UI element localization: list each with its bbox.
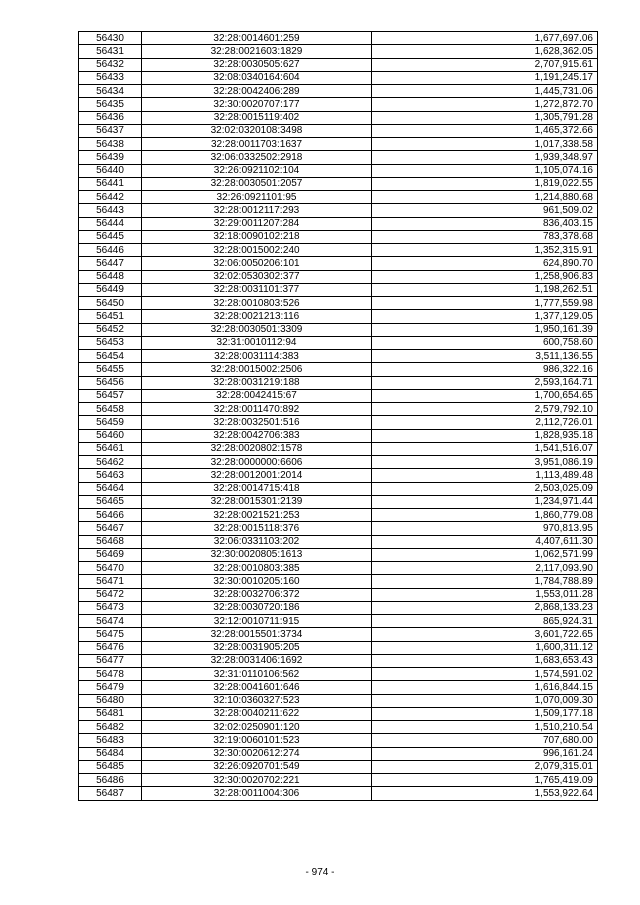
row-number-cell: 56435 (79, 98, 142, 111)
row-number-cell: 56443 (79, 204, 142, 217)
cadastral-number-cell: 32:10:0360327:523 (142, 694, 372, 707)
table-row (79, 429, 598, 442)
table-row (79, 336, 598, 349)
amount-cell: 1,191,245.17 (372, 71, 598, 84)
row-number-cell: 56481 (79, 707, 142, 720)
table-row (79, 654, 598, 667)
amount-cell: 2,868,133.23 (372, 601, 598, 614)
row-number-cell: 56478 (79, 668, 142, 681)
row-number-cell: 56434 (79, 85, 142, 98)
cadastral-number-cell: 32:28:0010803:526 (142, 297, 372, 310)
amount-cell: 1,541,516.07 (372, 442, 598, 455)
row-number-cell: 56467 (79, 522, 142, 535)
amount-cell: 1,683,653.43 (372, 654, 598, 667)
amount-cell: 1,828,935.18 (372, 429, 598, 442)
cadastral-number-cell: 32:06:0331103:202 (142, 535, 372, 548)
cadastral-number-cell: 32:28:0030501:2057 (142, 177, 372, 190)
cadastral-number-cell: 32:28:0020802:1578 (142, 442, 372, 455)
cadastral-number-cell: 32:28:0042706:383 (142, 429, 372, 442)
cadastral-number-cell: 32:28:0031101:377 (142, 283, 372, 296)
cadastral-number-cell: 32:28:0015002:2506 (142, 363, 372, 376)
amount-cell: 707,680.00 (372, 734, 598, 747)
amount-cell: 600,758.60 (372, 336, 598, 349)
cadastral-number-cell: 32:28:0021521:253 (142, 509, 372, 522)
row-number-cell: 56475 (79, 628, 142, 641)
row-number-cell: 56450 (79, 297, 142, 310)
row-number-cell: 56483 (79, 734, 142, 747)
table-row (79, 98, 598, 111)
cadastral-number-cell: 32:28:0021213:116 (142, 310, 372, 323)
table-row (79, 628, 598, 641)
table-row (79, 588, 598, 601)
amount-cell: 1,070,009.30 (372, 694, 598, 707)
row-number-cell: 56453 (79, 336, 142, 349)
amount-cell: 836,403.15 (372, 217, 598, 230)
amount-cell: 1,510,210.54 (372, 721, 598, 734)
cadastral-number-cell: 32:28:0015119:402 (142, 111, 372, 124)
table-row (79, 522, 598, 535)
row-number-cell: 56479 (79, 681, 142, 694)
cadastral-number-cell: 32:26:0920701:549 (142, 760, 372, 773)
row-number-cell: 56437 (79, 124, 142, 137)
page-number: - 974 - (305, 867, 335, 878)
amount-cell: 996,161.24 (372, 747, 598, 760)
table-row (79, 389, 598, 402)
table-row (79, 151, 598, 164)
amount-cell: 1,765,419.09 (372, 774, 598, 787)
table-row (79, 111, 598, 124)
amount-cell: 1,113,489.48 (372, 469, 598, 482)
table-row (79, 310, 598, 323)
amount-cell: 1,574,591.02 (372, 668, 598, 681)
row-number-cell: 56473 (79, 601, 142, 614)
cadastral-number-cell: 32:28:0042415:67 (142, 389, 372, 402)
cadastral-number-cell: 32:30:0020707:177 (142, 98, 372, 111)
amount-cell: 961,509.02 (372, 204, 598, 217)
amount-cell: 2,079,315.01 (372, 760, 598, 773)
cadastral-number-cell: 32:28:0031406:1692 (142, 654, 372, 667)
table-row (79, 575, 598, 588)
row-number-cell: 56431 (79, 45, 142, 58)
amount-cell: 1,616,844.15 (372, 681, 598, 694)
table-row (79, 297, 598, 310)
cadastral-number-cell: 32:06:0332502:2918 (142, 151, 372, 164)
amount-cell: 1,553,922.64 (372, 787, 598, 800)
table-row (79, 615, 598, 628)
table-row (79, 416, 598, 429)
table-row (79, 469, 598, 482)
amount-cell: 1,062,571.99 (372, 548, 598, 561)
row-number-cell: 56445 (79, 230, 142, 243)
amount-cell: 2,117,093.90 (372, 562, 598, 575)
amount-cell: 2,503,025.09 (372, 482, 598, 495)
amount-cell: 1,950,161.39 (372, 323, 598, 336)
table-row (79, 548, 598, 561)
cadastral-number-cell: 32:02:0320108:3498 (142, 124, 372, 137)
row-number-cell: 56469 (79, 548, 142, 561)
table-row (79, 283, 598, 296)
cadastral-number-cell: 32:28:0011470:892 (142, 403, 372, 416)
table-row (79, 562, 598, 575)
cadastral-number-cell: 32:28:0030501:3309 (142, 323, 372, 336)
amount-cell: 1,214,880.68 (372, 191, 598, 204)
cadastral-number-cell: 32:28:0030505:627 (142, 58, 372, 71)
row-number-cell: 56447 (79, 257, 142, 270)
row-number-cell: 56474 (79, 615, 142, 628)
amount-cell: 1,272,872.70 (372, 98, 598, 111)
cadastral-number-cell: 32:28:0041601:646 (142, 681, 372, 694)
row-number-cell: 56462 (79, 456, 142, 469)
cadastral-number-cell: 32:28:0031114:383 (142, 350, 372, 363)
table-row (79, 535, 598, 548)
row-number-cell: 56432 (79, 58, 142, 71)
cadastral-number-cell: 32:28:0032501:516 (142, 416, 372, 429)
cadastral-number-cell: 32:28:0031905:205 (142, 641, 372, 654)
row-number-cell: 56439 (79, 151, 142, 164)
row-number-cell: 56477 (79, 654, 142, 667)
amount-cell: 1,553,011.28 (372, 588, 598, 601)
row-number-cell: 56436 (79, 111, 142, 124)
cadastral-number-cell: 32:28:0011703:1637 (142, 138, 372, 151)
table-row (79, 85, 598, 98)
table-row (79, 681, 598, 694)
row-number-cell: 56470 (79, 562, 142, 575)
row-number-cell: 56484 (79, 747, 142, 760)
amount-cell: 970,813.95 (372, 522, 598, 535)
amount-cell: 1,377,129.05 (372, 310, 598, 323)
row-number-cell: 56461 (79, 442, 142, 455)
amount-cell: 2,593,164.71 (372, 376, 598, 389)
cadastral-number-cell: 32:02:0530302:377 (142, 270, 372, 283)
cadastral-number-cell: 32:06:0050206:101 (142, 257, 372, 270)
amount-cell: 2,579,792.10 (372, 403, 598, 416)
table-row (79, 270, 598, 283)
table-row (79, 641, 598, 654)
amount-cell: 1,305,791.28 (372, 111, 598, 124)
row-number-cell: 56459 (79, 416, 142, 429)
amount-cell: 1,819,022.55 (372, 177, 598, 190)
amount-cell: 624,890.70 (372, 257, 598, 270)
cadastral-number-cell: 32:28:0040211:622 (142, 707, 372, 720)
table-row (79, 191, 598, 204)
amount-cell: 2,707,915.61 (372, 58, 598, 71)
row-number-cell: 56468 (79, 535, 142, 548)
row-number-cell: 56476 (79, 641, 142, 654)
cadastral-number-cell: 32:30:0020702:221 (142, 774, 372, 787)
data-table (78, 31, 598, 801)
cadastral-number-cell: 32:18:0090102:218 (142, 230, 372, 243)
amount-cell: 865,924.31 (372, 615, 598, 628)
cadastral-number-cell: 32:26:0921101:95 (142, 191, 372, 204)
table-row (79, 257, 598, 270)
amount-cell: 1,234,971.44 (372, 495, 598, 508)
table-row (79, 787, 598, 800)
amount-cell: 1,465,372.66 (372, 124, 598, 137)
row-number-cell: 56482 (79, 721, 142, 734)
amount-cell: 1,198,262.51 (372, 283, 598, 296)
row-number-cell: 56465 (79, 495, 142, 508)
cadastral-number-cell: 32:28:0042406:289 (142, 85, 372, 98)
amount-cell: 783,378.68 (372, 230, 598, 243)
table-row (79, 58, 598, 71)
row-number-cell: 56433 (79, 71, 142, 84)
cadastral-number-cell: 32:28:0031219:188 (142, 376, 372, 389)
amount-cell: 1,784,788.89 (372, 575, 598, 588)
table-row (79, 138, 598, 151)
cadastral-number-cell: 32:31:0110106:562 (142, 668, 372, 681)
row-number-cell: 56485 (79, 760, 142, 773)
row-number-cell: 56464 (79, 482, 142, 495)
table-row (79, 601, 598, 614)
table-row (79, 323, 598, 336)
amount-cell: 1,258,906.83 (372, 270, 598, 283)
cadastral-number-cell: 32:31:0010112:94 (142, 336, 372, 349)
row-number-cell: 56480 (79, 694, 142, 707)
cadastral-number-cell: 32:28:0015118:376 (142, 522, 372, 535)
row-number-cell: 56449 (79, 283, 142, 296)
table-row (79, 71, 598, 84)
table-row (79, 177, 598, 190)
row-number-cell: 56452 (79, 323, 142, 336)
row-number-cell: 56456 (79, 376, 142, 389)
data-table-body (79, 32, 598, 801)
table-row (79, 734, 598, 747)
table-row (79, 32, 598, 45)
row-number-cell: 56455 (79, 363, 142, 376)
cadastral-number-cell: 32:30:0020805:1613 (142, 548, 372, 561)
table-row (79, 482, 598, 495)
table-row (79, 694, 598, 707)
table-row (79, 217, 598, 230)
cadastral-number-cell: 32:28:0012001:2014 (142, 469, 372, 482)
row-number-cell: 56457 (79, 389, 142, 402)
amount-cell: 1,700,654.65 (372, 389, 598, 402)
cadastral-number-cell: 32:28:0021603:1829 (142, 45, 372, 58)
cadastral-number-cell: 32:28:0015501:3734 (142, 628, 372, 641)
table-row (79, 204, 598, 217)
row-number-cell: 56451 (79, 310, 142, 323)
table-row (79, 403, 598, 416)
row-number-cell: 56458 (79, 403, 142, 416)
cadastral-number-cell: 32:28:0014715:418 (142, 482, 372, 495)
table-row (79, 456, 598, 469)
row-number-cell: 56487 (79, 787, 142, 800)
cadastral-number-cell: 32:12:0010711:915 (142, 615, 372, 628)
amount-cell: 3,951,086.19 (372, 456, 598, 469)
table-row (79, 350, 598, 363)
cadastral-number-cell: 32:28:0000000:6606 (142, 456, 372, 469)
cadastral-number-cell: 32:28:0030720:186 (142, 601, 372, 614)
row-number-cell: 56446 (79, 244, 142, 257)
table-row (79, 442, 598, 455)
cadastral-number-cell: 32:26:0921102:104 (142, 164, 372, 177)
cadastral-number-cell: 32:28:0011004:306 (142, 787, 372, 800)
cadastral-number-cell: 32:30:0020612:274 (142, 747, 372, 760)
row-number-cell: 56466 (79, 509, 142, 522)
amount-cell: 3,601,722.65 (372, 628, 598, 641)
table-row (79, 707, 598, 720)
row-number-cell: 56472 (79, 588, 142, 601)
table-row (79, 760, 598, 773)
cadastral-number-cell: 32:28:0015002:240 (142, 244, 372, 257)
amount-cell: 1,628,362.05 (372, 45, 598, 58)
row-number-cell: 56448 (79, 270, 142, 283)
amount-cell: 1,677,697.06 (372, 32, 598, 45)
amount-cell: 1,445,731.06 (372, 85, 598, 98)
table-row (79, 230, 598, 243)
table-row (79, 721, 598, 734)
amount-cell: 1,017,338.58 (372, 138, 598, 151)
cadastral-number-cell: 32:19:0060101:523 (142, 734, 372, 747)
row-number-cell: 56460 (79, 429, 142, 442)
amount-cell: 3,511,136.55 (372, 350, 598, 363)
cadastral-number-cell: 32:29:0011207:284 (142, 217, 372, 230)
amount-cell: 1,777,559.98 (372, 297, 598, 310)
cadastral-number-cell: 32:28:0032706:372 (142, 588, 372, 601)
amount-cell: 1,939,348.97 (372, 151, 598, 164)
table-row (79, 774, 598, 787)
cadastral-number-cell: 32:08:0340164:604 (142, 71, 372, 84)
amount-cell: 986,322.16 (372, 363, 598, 376)
table-row (79, 509, 598, 522)
amount-cell: 1,105,074.16 (372, 164, 598, 177)
table-row (79, 747, 598, 760)
row-number-cell: 56463 (79, 469, 142, 482)
cadastral-number-cell: 32:28:0014601:259 (142, 32, 372, 45)
row-number-cell: 56454 (79, 350, 142, 363)
cadastral-number-cell: 32:30:0010205:160 (142, 575, 372, 588)
amount-cell: 1,600,311.12 (372, 641, 598, 654)
table-row (79, 495, 598, 508)
table-row (79, 363, 598, 376)
cadastral-number-cell: 32:02:0250901:120 (142, 721, 372, 734)
row-number-cell: 56486 (79, 774, 142, 787)
amount-cell: 4,407,611.30 (372, 535, 598, 548)
row-number-cell: 56471 (79, 575, 142, 588)
cadastral-number-cell: 32:28:0010803:385 (142, 562, 372, 575)
amount-cell: 2,112,726.01 (372, 416, 598, 429)
table-row (79, 164, 598, 177)
amount-cell: 1,352,315.91 (372, 244, 598, 257)
row-number-cell: 56430 (79, 32, 142, 45)
row-number-cell: 56438 (79, 138, 142, 151)
cadastral-number-cell: 32:28:0012117:293 (142, 204, 372, 217)
table-row (79, 124, 598, 137)
row-number-cell: 56444 (79, 217, 142, 230)
table-row (79, 668, 598, 681)
row-number-cell: 56440 (79, 164, 142, 177)
row-number-cell: 56441 (79, 177, 142, 190)
table-row (79, 45, 598, 58)
amount-cell: 1,860,779.08 (372, 509, 598, 522)
table-row (79, 244, 598, 257)
table-row (79, 376, 598, 389)
cadastral-number-cell: 32:28:0015301:2139 (142, 495, 372, 508)
row-number-cell: 56442 (79, 191, 142, 204)
amount-cell: 1,509,177.18 (372, 707, 598, 720)
